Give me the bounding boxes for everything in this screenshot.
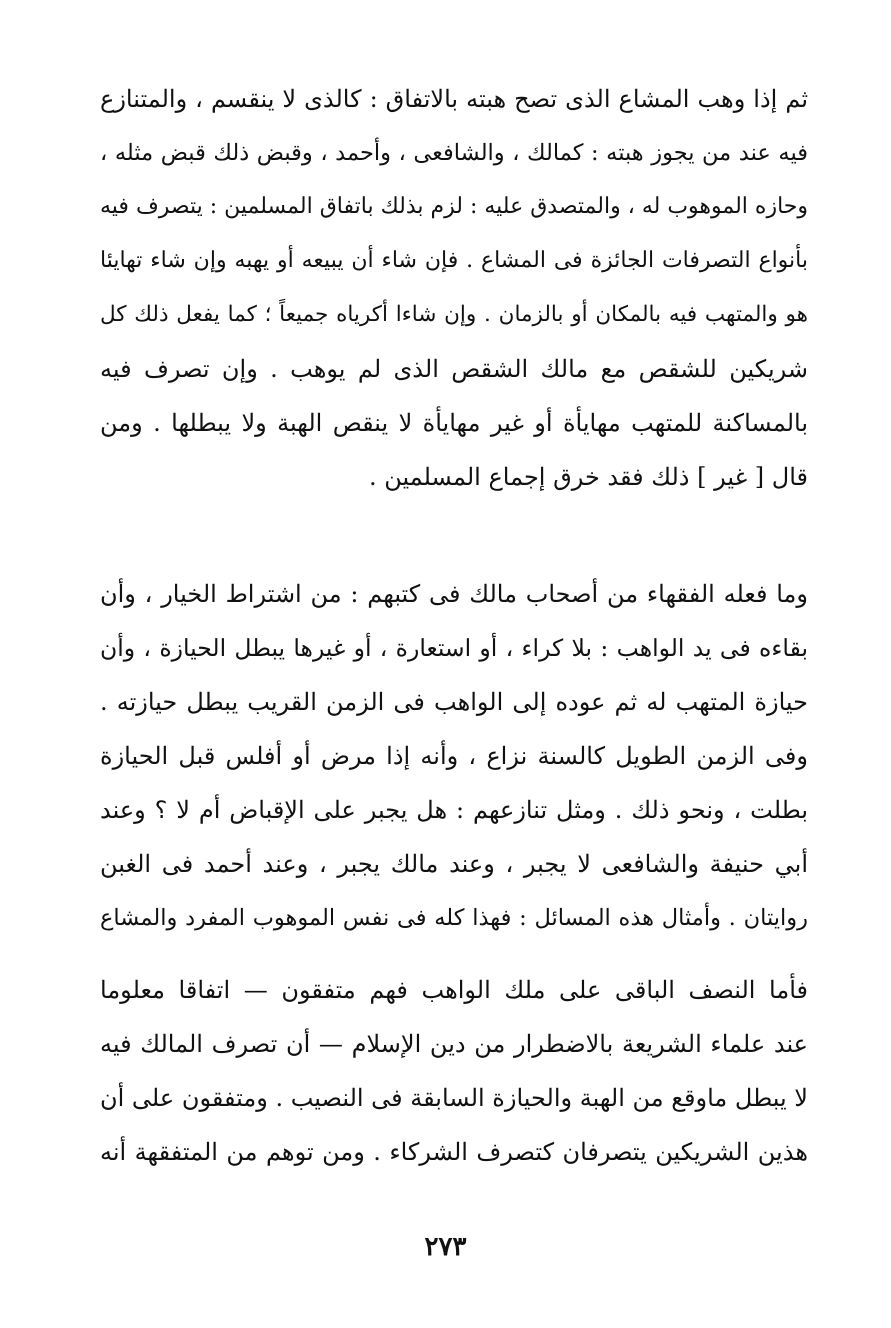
page-number: ٢٧٣: [424, 1232, 467, 1262]
text-line: وما فعله الفقهاء من أصحاب مالك فى كتبهم : من اشتراط الخيار ، وأن: [100, 580, 808, 608]
text-line: شريكين للشقص مع مالك الشقص الذى لم يوهب . وإن تصرف فيه: [100, 355, 808, 383]
text-line: عند علماء الشريعة بالاضطرار من دين الإسلام — أن تصرف المالك فيه: [100, 1030, 808, 1058]
text-line: فيه عند من يجوز هبته : كمالك ، والشافعى ، وأحمد ، وقبض ذلك قبض مثله ،: [100, 140, 808, 166]
text-line: لا يبطل ماوقع من الهبة والحيازة السابقة فى النصيب . ومتفقون على أن: [100, 1084, 808, 1112]
paragraph-2: [100, 567, 808, 945]
paragraph-3: [100, 963, 808, 1179]
text-line: فأما النصف الباقى على ملك الواهب فهم متفقون — اتفاقا معلوما: [100, 976, 808, 1004]
text-line: ثم إذا وهب المشاع الذى تصح هبته بالاتفاق : كالذى لا ينقسم ، والمتنازع: [100, 85, 808, 113]
text-line: بالمساكنة للمتهب مهايأة أو غير مهايأة لا ينقص الهبة ولا يبطلها . ومن: [100, 409, 808, 437]
text-line: روايتان . وأمثال هذه المسائل : فهذا كله فى نفس الموهوب المفرد والمشاع: [100, 905, 808, 931]
text-line: وحازه الموهوب له ، والمتصدق عليه : لزم بذلك باتفاق المسلمين : يتصرف فيه: [100, 194, 808, 219]
paragraph-1: [100, 72, 808, 504]
text-line: هذين الشريكين يتصرفان كتصرف الشركاء . ومن توهم من المتفقهة أنه: [100, 1138, 808, 1166]
text-line: بطلت ، ونحو ذلك . ومثل تنازعهم : هل يجبر على الإقباض أم لا ؟ وعند: [100, 796, 808, 824]
text-line: وفى الزمن الطويل كالسنة نزاع ، وأنه إذا مرض أو أفلس قبل الحيازة: [100, 742, 808, 770]
text-line: قال [ غير ] ذلك فقد خرق إجماع المسلمين .: [368, 463, 808, 491]
text-line: أبي حنيفة والشافعى لا يجبر ، وعند مالك يجبر ، وعند أحمد فى الغبن: [100, 850, 808, 878]
text-line: هو والمتهب فيه بالمكان أو بالزمان . وإن شاءا أكرياه جميعاً ؛ كما يفعل ذلك كل: [100, 302, 808, 327]
text-line: حيازة المتهب له ثم عوده إلى الواهب فى الزمن القريب يبطل حيازته .: [100, 688, 808, 716]
text-line: بأنواع التصرفات الجائزة فى المشاع . فإن شاء أن يبيعه أو يهبه وإن شاء تهايئا: [100, 248, 808, 273]
text-line: بقاءه فى يد الواهب : بلا كراء ، أو استعارة ، أو غيرها يبطل الحيازة ، وأن: [100, 634, 808, 662]
